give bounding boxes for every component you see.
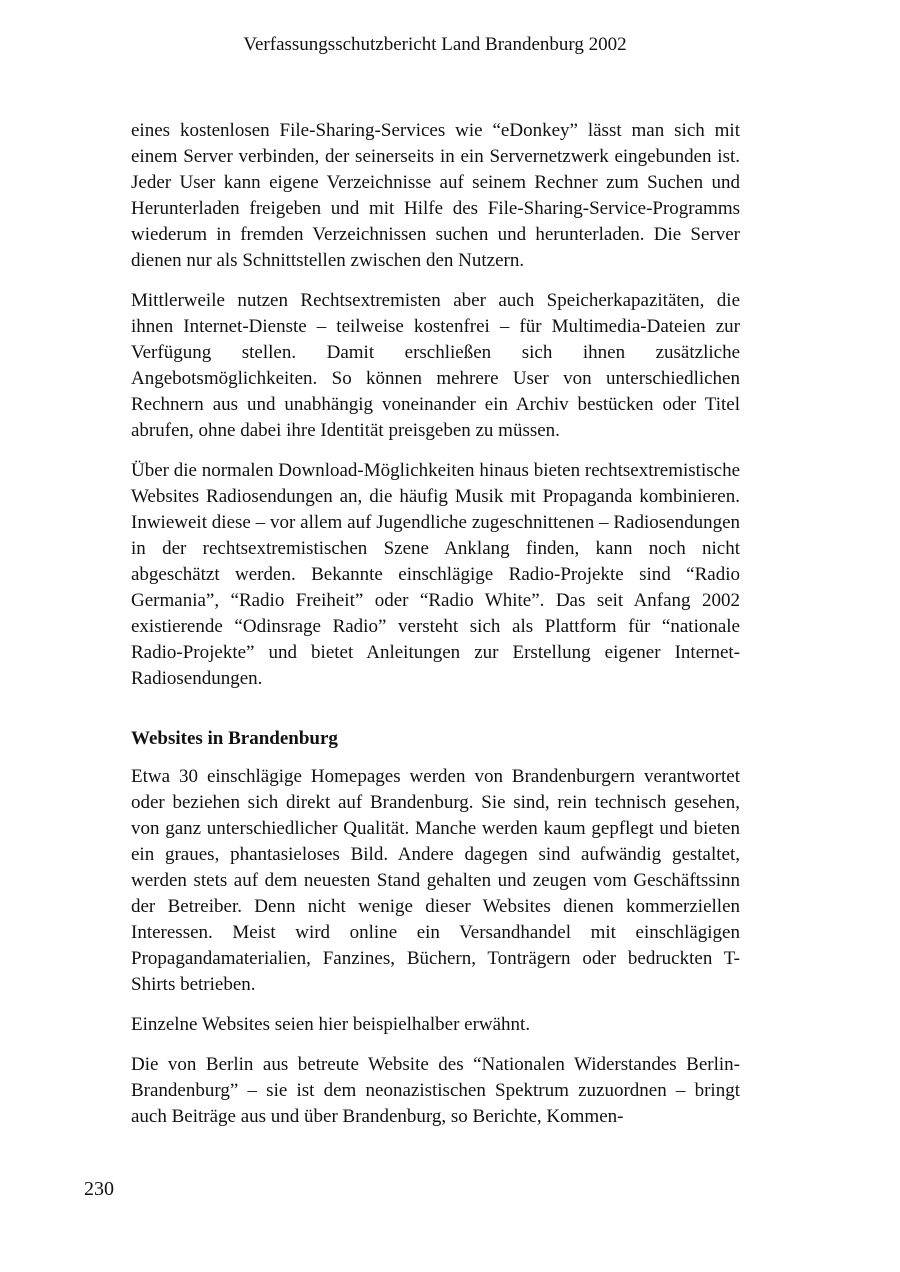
paragraph-examples: Einzelne Websites seien hier beispielhalber erwähnt. — [131, 1014, 531, 1035]
paragraph-homepages: Etwa 30 einschlägige Homepages werden von Brandenburgern verantwortet oder beziehen sich direkt auf Brandenburg. Sie sind, rein technisch gesehen, von ganz unterschiedlicher Qualität. Manche werden kaum gepflegt und bieten ein graues, phantasieloses Bild. Andere dagegen sind aufwändig gestaltet, werden stets auf dem neuesten Stand gehalten und zeugen vom Geschäftssinn der Betreiber. Denn nicht wenige dieser Websites dienen kommerziellen Interessen. Meist wird online ein Versandhandel mit einschlägigen Propagandamaterialien, Fanzines, Büchern, Tonträgern oder bedruckten T-Shirts betrieben. — [131, 766, 740, 995]
paragraph-storage-capacity: Mittlerweile nutzen Rechtsextremisten aber auch Speicherkapazitäten, die ihnen Internet-Dienste – teilweise kostenfrei – für Multimedia-Dateien zur Verfügung stellen. Damit erschließen sich ihnen zusätzliche Angebotsmöglichkeiten. So können mehrere User von unterschiedlichen Rechnern aus und unabhängig voneinander ein Archiv bestücken oder Titel abrufen, ohne dabei ihre Identität preisgeben zu müssen. — [131, 290, 740, 441]
running-header: Verfassungsschutzbericht Land Brandenburg 2002 — [243, 34, 627, 55]
paragraph-nationaler-widerstand: Die von Berlin aus betreute Website des “Nationalen Widerstandes Berlin-Brandenburg” – sie ist dem neonazistischen Spektrum zuzuordnen – bringt auch Beiträge aus und über Brandenburg, so Berichte, Kommen- — [131, 1054, 740, 1127]
paragraph-radio-broadcasts: Über die normalen Download-Möglichkeiten hinaus bieten rechtsextremistische Websites Radiosendungen an, die häufig Musik mit Propaganda kombinieren. Inwieweit diese – vor allem auf Jugendliche zugeschnittenen – Radiosendungen in der rechtsextremistischen Szene Anklang finden, kann noch nicht abgeschätzt werden. Bekannte einschlägige Radio-Projekte sind “Radio Germania”, “Radio Freiheit” oder “Radio White”. Das seit Anfang 2002 existierende “Odinsrage Radio” versteht sich als Plattform für “nationale Radio-Projekte” und bietet Anleitungen zur Erstellung eigener Internet-Radiosendungen. — [131, 460, 740, 689]
section-heading: Websites in Brandenburg — [131, 728, 338, 749]
page-content — [131, 118, 740, 1130]
page-number: 230 — [84, 1178, 114, 1200]
paragraph-file-sharing: eines kostenlosen File-Sharing-Services wie “eDonkey” lässt man sich mit einem Server verbinden, der seinerseits in ein Servernetzwerk eingebunden ist. Jeder User kann eigene Verzeichnisse auf seinem Rechner zum Suchen und Herunterladen freigeben und mit Hilfe des File-Sharing-Service-Programms wiederum in fremden Verzeichnissen suchen und herunterladen. Die Server dienen nur als Schnittstellen zwischen den Nutzern. — [131, 120, 740, 271]
